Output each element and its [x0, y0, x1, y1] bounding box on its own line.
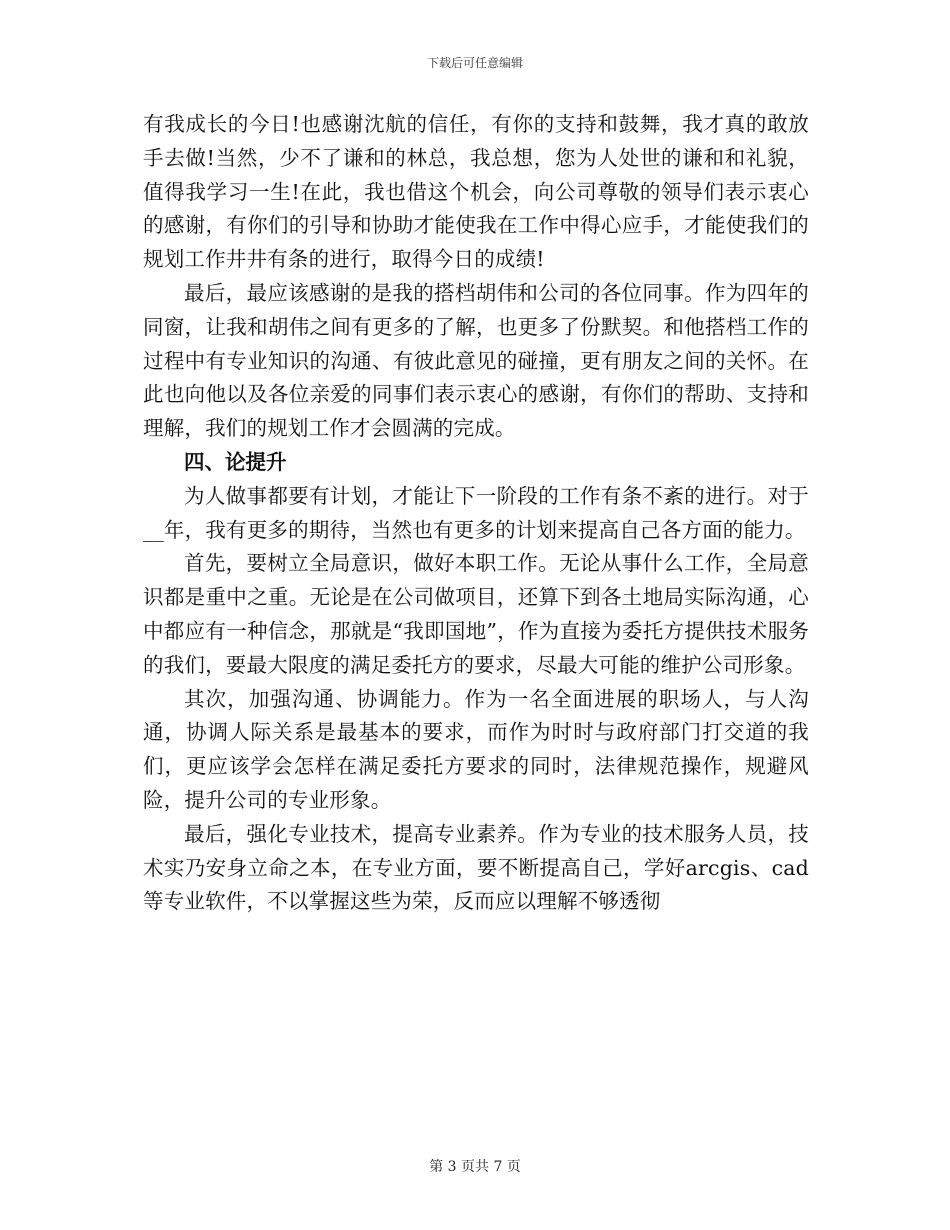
paragraph-5: 其次，加强沟通、协调能力。作为一名全面进展的职场人，与人沟通，协调人际关系是最基本的要求，而作为时时与政府部门打交道的我们，更应该学会怎样在满足委托方要求的同时，法律规范操作，规避风险，提升公司的专业形象。	[143, 686, 809, 812]
paragraph-6: 最后，强化专业技术，提高专业素养。作为专业的技术服务人员，技术实乃安身立命之本，在专业方面，要不断提高自己，学好arcgis、cad等专业软件，不以掌握这些为荣，反而应以理解不够透彻	[143, 821, 809, 914]
paragraph-3: 为人做事都要有计划，才能让下一阶段的工作有条不紊的进行。对于__年，我有更多的期待，当然也有更多的计划来提高自己各方面的能力。	[143, 483, 809, 542]
document-body	[143, 108, 809, 919]
page-header: 下载后可任意编辑	[426, 56, 523, 70]
paragraph-2: 最后，最应该感谢的是我的搭档胡伟和公司的各位同事。作为四年的同窗，让我和胡伟之间有更多的了解，也更多了份默契。和他搭档工作的过程中有专业知识的沟通、有彼此意见的碰撞，更有朋友之间的关怀。在此也向他以及各位亲爱的同事们表示衷心的感谢，有你们的帮助、支持和理解，我们的规划工作才会圆满的完成。	[143, 280, 809, 441]
paragraph-1: 有我成长的今日!也感谢沈航的信任，有你的支持和鼓舞，我才真的敢放手去做!当然，少不了谦和的林总，我总想，您为人处世的谦和和礼貌，值得我学习一生!在此，我也借这个机会，向公司尊敬的领导们表示衷心的感谢，有你们的引导和协助才能使我在工作中得心应手，才能使我们的规划工作井井有条的进行，取得今日的成绩!	[143, 112, 809, 272]
paragraph-4: 首先，要树立全局意识，做好本职工作。无论从事什么工作，全局意识都是重中之重。无论是在公司做项目，还算下到各土地局实际沟通，心中都应有一种信念，那就是“我即国地”，作为直接为委托方提供技术服务的我们，要最大限度的满足委托方的要求，尽最大可能的维护公司形象。	[143, 551, 809, 677]
section-heading: 四、论提升	[184, 449, 287, 474]
page-footer: 第 3 页共 7 页	[429, 1159, 521, 1175]
